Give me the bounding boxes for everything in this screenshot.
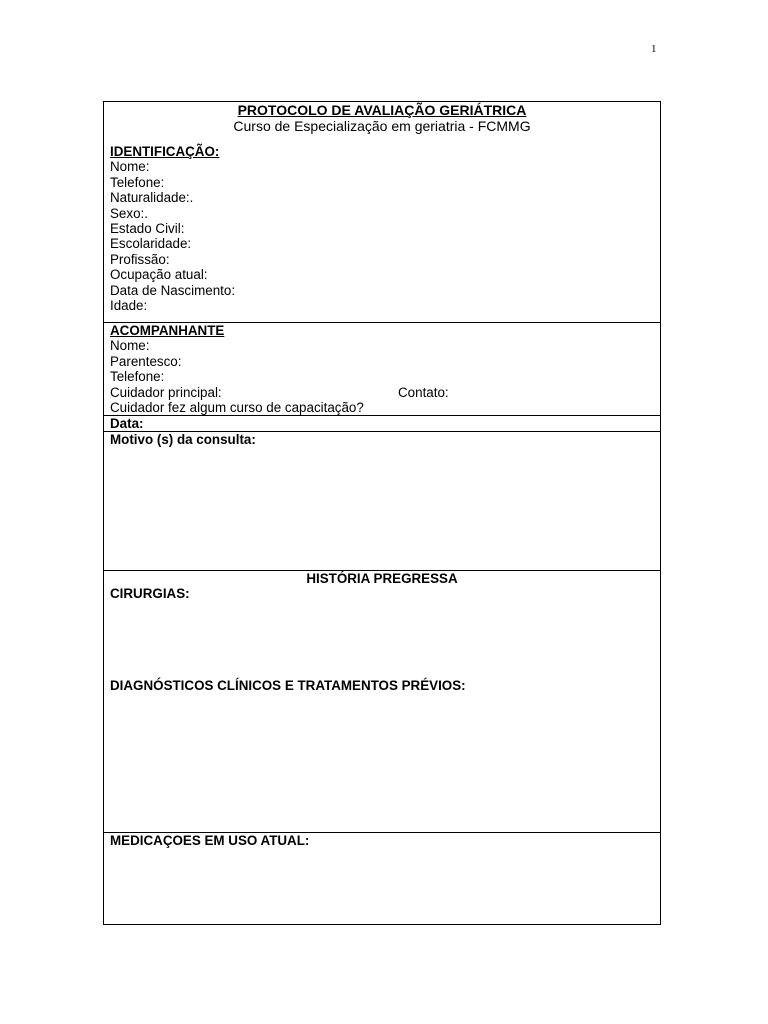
companion-field-telefone[interactable]: Telefone: <box>110 369 165 385</box>
history-section <box>104 571 660 833</box>
caregiver-training-field[interactable]: Cuidador fez algum curso de capacitação? <box>110 400 364 416</box>
page-number: 1 <box>651 43 657 55</box>
field-escolaridade[interactable]: Escolaridade: <box>110 236 192 252</box>
diagnoses-field[interactable]: DIAGNÓSTICOS CLÍNICOS E TRATAMENTOS PRÉVIOS: <box>110 677 466 693</box>
field-ocupacao[interactable]: Ocupação atual: <box>110 267 208 283</box>
caregiver-row <box>110 385 654 400</box>
caregiver-field[interactable]: Cuidador principal: <box>110 384 222 400</box>
reason-section <box>104 432 660 571</box>
field-profissao[interactable]: Profissão: <box>110 251 170 267</box>
companion-field-parentesco[interactable]: Parentesco: <box>110 353 182 369</box>
form-title: PROTOCOLO DE AVALIAÇÃO GERIÁTRICA <box>237 102 527 118</box>
date-field[interactable]: Data: <box>110 416 144 431</box>
surgeries-field[interactable]: CIRURGIAS: <box>110 586 190 602</box>
identification-heading: IDENTIFICAÇÃO: <box>110 144 220 159</box>
form-subtitle: Curso de Especialização em geriatria - FCMMG <box>233 118 531 134</box>
companion-heading: ACOMPANHANTE <box>110 323 225 338</box>
history-heading: HISTÓRIA PREGRESSA <box>306 571 458 586</box>
field-naturalidade[interactable]: Naturalidade:. <box>110 190 194 206</box>
companion-field-nome[interactable]: Nome: <box>110 338 150 354</box>
contact-field[interactable]: Contato: <box>398 384 449 400</box>
identification-section <box>104 102 660 323</box>
medications-section <box>104 833 660 924</box>
field-idade[interactable]: Idade: <box>110 298 148 314</box>
field-sexo[interactable]: Sexo:. <box>110 205 148 221</box>
field-nome[interactable]: Nome: <box>110 159 150 175</box>
field-estado-civil[interactable]: Estado Civil: <box>110 221 185 237</box>
field-telefone[interactable]: Telefone: <box>110 174 165 190</box>
companion-section <box>104 323 660 416</box>
medications-field[interactable]: MEDICAÇOES EM USO ATUAL: <box>110 833 310 848</box>
date-section <box>104 416 660 432</box>
field-data-nascimento[interactable]: Data de Nascimento: <box>110 282 236 298</box>
reason-field[interactable]: Motivo (s) da consulta: <box>110 432 256 447</box>
assessment-form <box>103 101 661 925</box>
